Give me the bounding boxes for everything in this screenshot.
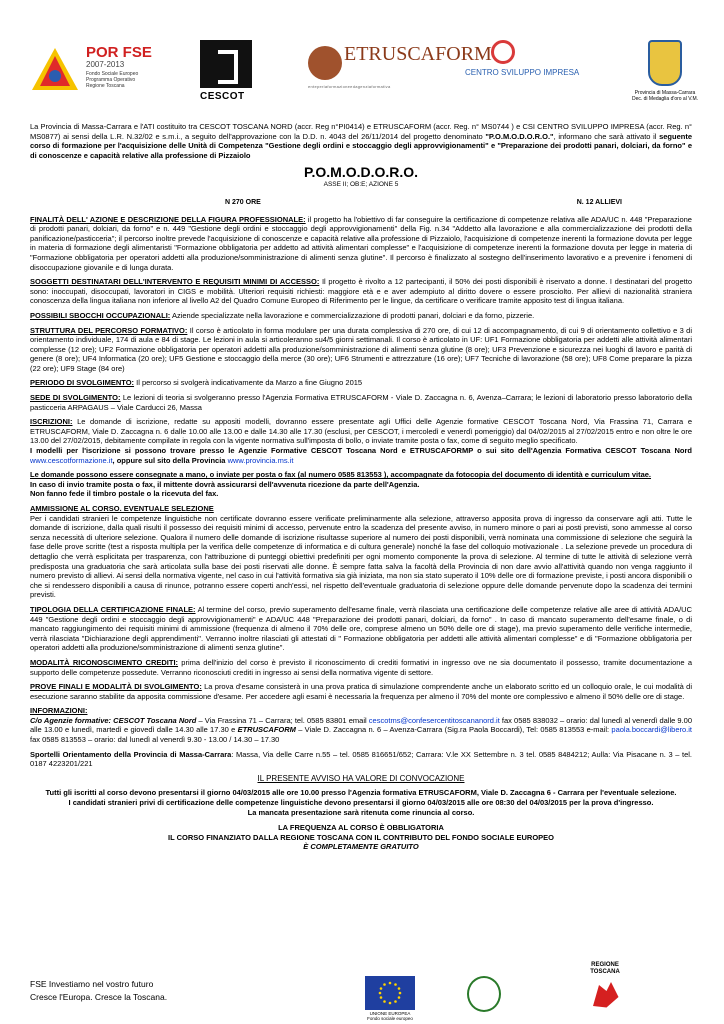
flyer-content — [30, 122, 692, 857]
flyer-footer — [30, 962, 694, 1021]
section-domande: Le domande possono essere consegnate a mano, o inviate per posta o fax (al numero 0585 813553 ), accompagnate da fotocopia del documento di identità e curriculum vitae. In caso di invio tramite posta o fax, il mittente dovrà assicurarsi dell'avvenuta ricezione da parte dell'Agenzia. Non fanno fede il timbro postale o la ricevuta del fax. — [30, 470, 652, 499]
section-iscrizioni: ISCRIZIONI: Le domande di iscrizione, redatte su appositi modelli, dovranno essere presentate agli Uffici delle Agenzie formative CESCOT Toscana Nord, Via Frassina 71, Carrara e ETRUSCAFORM, Viale D. Zaccagna n. 6 dalle 10.00 alle 13.00 e dalle 14.30 alle 17.30 (esclusi, per CESCOT, i mercoledì e venerdì pomeriggio) dal 04/02/2015 al 27/02/2015 entro e non oltre le ore 13.00 del 27/02/2015, debitamente compilate in regola con la vigente normativa sull'imposta di bollo, o inviate tramite posta o fax, come di seguito meglio specificato. I modelli per l'iscrizione si possono trovare presso le Agenzie Formative CESCOT Toscana Nord e ETRUSCAFORMP o sui sito dell'Agenzia Formativa CESCOT Toscana Nord www.cescotformazione.it, oppure sul sito della Provincia www.provincia.ms.it — [30, 417, 692, 465]
etruscaform-name: ETRUSCAFORM — [344, 43, 492, 65]
course-subtitle: ASSE II; OB:E; AZIONE 5 — [323, 181, 399, 189]
section-tipologia: TIPOLOGIA DELLA CERTIFICAZIONE FINALE: Al termine del corso, previo superamento dell'esame finale, verrà rilasciata una certificazione delle competenze relative alle aree di attività ADA/UC 449 "Gestione degli ordini e stoccaggio degli approvvigionamenti" e ADA/UC 448 "Preparazione dei prodotti panari, dolciari, da forno" . In caso di mancato superamento dell'esame finale, o di mancato raggiungimento dei requisiti minimi di ammissione (frequenza di almeno il 70% delle ore, comprese almeno un 50% delle ore di stage), ma previo superamento delle verifiche intermedie, verrà rilasciata "Dichiarazione degli apprendimenti". Verranno inoltre rilasciati gli attestati di " Formazione obbligatoria per addetti alle attività alimentari complesse" e di "Formazione obbligatoria per operatori addetti alla produzione/somministrazione di alimenti senza glutine". — [30, 604, 692, 653]
eu-stars-icon — [365, 976, 415, 1010]
provincia-website-link[interactable]: www.provincia.ms.it — [227, 455, 294, 465]
por-fse-logo — [30, 40, 165, 100]
etruscaform-email-link[interactable]: paola.boccardi@libero.it — [611, 725, 692, 735]
por-fse-title: POR FSE — [86, 44, 152, 61]
cescot-logo — [200, 40, 260, 112]
provincia-name: Provincia di Massa-Carrara Dec. di Medaglia d'oro al V.M. — [631, 90, 699, 102]
section-informazioni: INFORMAZIONI: C/o Agenzie formative: CESCOT Toscana Nord – Via Frassina 71 – Carrara; tel. 0585 83801 email cescotms@confesercentitoscananord.it fax 0585 838032 – orario: dal lunedì al venerdì dalle 9.00 alle 13.00 e lunedì, martedì e giovedì dalle 14.30 alle 17.30 e ETRUSCAFORM – Viale D. Zaccagna n. 6 – Avenza-Carrara (Sig.ra Paola Boccardi), Tel: 0585 813553 e-mail: paola.boccardi@libero.it fax 0585 813553 – orario: dal lunedì al venerdì 9.30 - 13.00 / 14.30 – 17.30 — [30, 706, 693, 745]
section-sportelli: Sportelli Orientamento della Provincia di Massa-Carrara: Massa, Via delle Carre n.55 – tel. 0585 816651/652; Carrara: V.le XX Settembre n. 3 tel. 0585 8484212; Aulla: Via Pisacane n. 3 – tel. 0187 4223201/221 — [30, 749, 692, 769]
convocazione-text: Tutti gli iscritti al corso devono presentarsi il giorno 04/03/2015 alle ore 10.00 presso l'Agenzia formativa ETRUSCAFORM, Viale D. Zaccagna 6 - Carrara per l'eventuale selezione. I candidati stranieri privi di certificazione delle competenze linguistiche devono presentarsi il giorno 04/03/2015 alle ore 08:30 del 04/03/2015 per la prova d'ingresso. La mancata presentazione sarà ritenuta come rinuncia al corso. — [45, 788, 677, 817]
eu-label: UNIONE EUROPEA Fondo sociale europeo — [367, 1011, 413, 1021]
footer-slogan: FSE Investiamo nel vostro futuro Cresce l'Europa. Cresce la Toscana. — [30, 979, 168, 1002]
provincia-crest-icon — [648, 40, 682, 86]
cescot-icon — [200, 40, 252, 88]
italian-republic-emblem-icon — [467, 976, 501, 1012]
section-finalita: FINALITÀ DELL' AZIONE E DESCRIZIONE DELLA FIGURA PROFESSIONALE: il progetto ha l'obiettivo di far conseguire la certificazione di competenze relativa alle ADA/UC n. 448 "Preparazione di prodotti panari, dolciari, da forno" e n. 449 "Gestione degli ordini e stoccaggio degli approvvigionamenti" della Fig. n.34 "Addetto alla lavorazione e alla commercializzazione dei prodotti della panificazione/pasticceria"; il percorso inoltre prevede l'acquisizione di conoscenze e capacità relative alla professione di Pizzaiolo, l'acquisizione di competenze inerenti la formazione dovuta per legge in materia di formazione degli alimentaristi "Formazione obbligatoria per addetto ad attività alimentari complesse" e l'acquisizione di competenze inerenti la formazione dovuta per legge in materia di "Formazione obbligatoria per operatori addetti alla produzione/somministrazione di alimenti senza glutine". Il percorso è finalizzato al sostegno dell'inserimento lavorativo e a prevenire i fenomeni di disoccupazione giovanile e di lunga durata. — [30, 214, 692, 272]
section-sede: SEDE DI SVOLGIMENTO: Le lezioni di teoria si svolgeranno presso l'Agenzia Formativa ETRUSCAFORM - Viale D. Zaccagna n. 6, Avenza–Carrara; le lezioni di laboratorio presso laboratorio della pasticceria ARPAGAUS – Viale Carducci 26, Massa — [30, 393, 693, 412]
cescot-email-link[interactable]: cescotms@confesercentitoscananord.it — [368, 715, 500, 725]
header-logos — [30, 40, 700, 118]
convocazione-title: IL PRESENTE AVVISO HA VALORE DI CONVOCAZIONE — [257, 773, 465, 783]
por-fse-icon — [30, 46, 80, 94]
cescot-label: CESCOT — [200, 91, 245, 102]
etruscaform-logo — [308, 40, 492, 95]
regione-toscana-logo: REGIONE TOSCANA — [580, 962, 630, 1012]
section-modalita: MODALITÀ RICONOSCIMENTO CREDITI: prima dell'inizio del corso è previsto il riconoscimento di crediti formativi in ingresso ove ne sia documentato il possesso, tramite documentazione a supporto delle competenze possedute. Verranno riconosciuti crediti in ingresso ai sensi della normativa vigente di settore. — [30, 657, 692, 677]
cescot-website-link[interactable]: www.cescotformazione.it — [30, 455, 113, 465]
section-prove: PROVE FINALI E MODALITÀ DI SVOLGIMENTO: La prova d'esame consisterà in una prova pratica di simulazione comprendente anche un elaborato scritto ed un colloquio orale, le cui modalità di esecuzione saranno stabilite da apposita commissione d'esame. Per accedere agli esami è necessaria la frequenza per almeno il 70% del monte ore complessivo e almeno il 50% delle ore di stage. — [30, 682, 692, 701]
pegasus-icon — [590, 979, 620, 1009]
csi-logo — [465, 40, 605, 80]
csi-icon — [491, 40, 515, 64]
closing-notes: LA FREQUENZA AL CORSO È OBBLIGATORIA IL CORSO FINANZIATO DALLA REGIONE TOSCANA CON IL CONTRIBUTO DEL FONDO SOCIALE EUROPEO È COMPLETAMENTE GRATUITO — [168, 823, 554, 852]
section-periodo: PERIODO DI SVOLGIMENTO: Il percorso si svolgerà indicativamente da Marzo a fine Giugno 2015 — [30, 378, 363, 388]
course-hours: N 270 ORE — [225, 198, 261, 206]
section-struttura: STRUTTURA DEL PERCORSO FORMATIVO: Il corso è articolato in forma modulare per una durata complessiva di 270 ore, di cui 12 di accompagnamento, di cui 9 di orientamento collettivo e 3 di orientamento individuale, 174 di aula e 84 di stage. Le lezioni in aula si articoleranno su4/5 giorni settimanali. Il corso è articolato in UF: UF1 Formazione obbligatoria per addetti alle attività alimentari complesse (12 ore); UF2 Formazione obbligatoria per operatori addetti alla produzione/somministrazione di alimenti senza glutine (8 ore); UF3 Prevenzione e sicurezza nei luoghi di lavoro e parità di genere (8 ore); UF4 Informatica (20 ore); UF5 Gestione e stoccaggio della merce (30 ore); UF6 Strumenti e attrezzature (16 ore); UF7 Tecniche di lavorazione (58 ore); UF8 Come preparare la pizza (22 ore); UF9 Stage (84 ore) — [30, 325, 692, 373]
etruscaform-tagline: enteperlaformazioneedagenziaformativa — [308, 84, 391, 89]
csi-name: CENTRO SVILUPPO IMPRESA — [465, 68, 580, 77]
intro-paragraph: La Provincia di Massa-Carrara e l'ATI costituito tra CESCOT TOSCANA NORD (accr. Reg n°PI0414) e ETRUSCAFORM (accr. Reg. n° MS0744 ) e CSI CENTRO SVILUPPO IMPRESA (accr. Reg. n° MS0877) ai sensi della L.R. N.32/02 e s.m.i., a seguito dell'approvazione con la D.D. n. 4043 del 26/11/2014 del progetto denominato "P.O.M.O.D.O.R.O.", informano che sarà attivato il seguente corso di formazione per l'acquisizione delle Unità di Competenza "Gestione degli ordini e stoccaggio degli approvvigionamenti" e "Preparazione dei prodotti panari, dolciari, da forno" e di conoscenze e capacità relative alla professione di Pizzaiolo — [30, 122, 693, 160]
por-fse-years: 2007-2013 — [86, 60, 125, 69]
etruscaform-icon — [308, 46, 342, 80]
section-ammissione: AMMISSIONE AL CORSO. EVENTUALE SELEZIONE Per i candidati stranieri le competenze linguistiche non certificate dovranno essere verificate preliminarmente alla selezione, attraverso apposita prova di ingresso da conservare agli atti. Tutte le domande di iscrizione, dalla quali risulti il possesso dei requisiti minimi di accesso, pervenute entro la scadenza del presente avviso, in numero minore o pari ai posti previsti, sono ammesse al corso senza necessità di ulteriore selezione. Qualora il numero delle domande di iscrizione risultasse superiore al numero dei posti disponibili, verrà nominata una commissione di selezione che seguirà la fase delle prove scritte (test a risposta multipla per la verifica delle competenze di informatica e di cultura generale) nonché la fase del colloquio motivazionale . La selezione prevede un procedura di dettaglio che verrà esplicitata per trasparenza, con l'attribuzione di punteggi obiettivi predefiniti per ogni momento componente la prova di selezione. Al termine di tutte le attività di selezione verrà predisposta una graduatoria che sarà articolata sulla base dei posti riservati alle donne. È sempre fatta salva la facoltà della Provincia di non dare avvio all'attività quando non venga raggiunto il numero previsto di allievi. Ai sensi della normativa vigente, nel caso in cui l'attività formativa sia già iniziata, ma non sia stato superato il 10% delle ore di formazione previste, i posti ancora disponibili o che si rendessero disponibili a causa di rinunce, potranno essere coperti anch'essi, nel rispetto dell'eventuale graduatoria di selezione oppure delle domande pervenute dopo la scadenza dei termini previsti. — [30, 504, 692, 600]
eu-flag-icon — [365, 976, 415, 1021]
course-title: P.O.M.O.D.O.R.O. — [303, 164, 419, 181]
section-destinatari: SOGGETTI DESTINATARI DELL'INTERVENTO E REQUISITI MINIMI DI ACCESSO: Il progetto è rivolto a 12 partecipanti, il 50% dei posti disponibili è riservato a donne. I destinatari del progetto sono: inoccupati, disoccupati, lavoratori in CIGS e mobilità. Ulteriori requisiti richiesti: maggiore età e e aver adempiuto al diritto dovere o essere prosciolto. Per allievi di nazionalità straniera conoscenza della lingua italiana non inferiore al livello A2 del Quadro Comune Europeo di Riferimento per le lingue, da certificare o verificare tramite apposito test di lingua italiana. — [30, 277, 692, 306]
course-meta — [30, 198, 692, 208]
provincia-logo — [630, 40, 700, 118]
course-students: N. 12 ALLIEVI — [576, 198, 622, 206]
section-sbocchi: POSSIBILI SBOCCHI OCCUPAZIONALI: Aziende specializzate nella lavorazione e commercializzazione di prodotti panari, dolciari e da forno, pizzerie. — [30, 310, 535, 320]
por-fse-caption: Fondo Sociale Europeo Programma Operativo Regione Toscana — [86, 71, 139, 89]
